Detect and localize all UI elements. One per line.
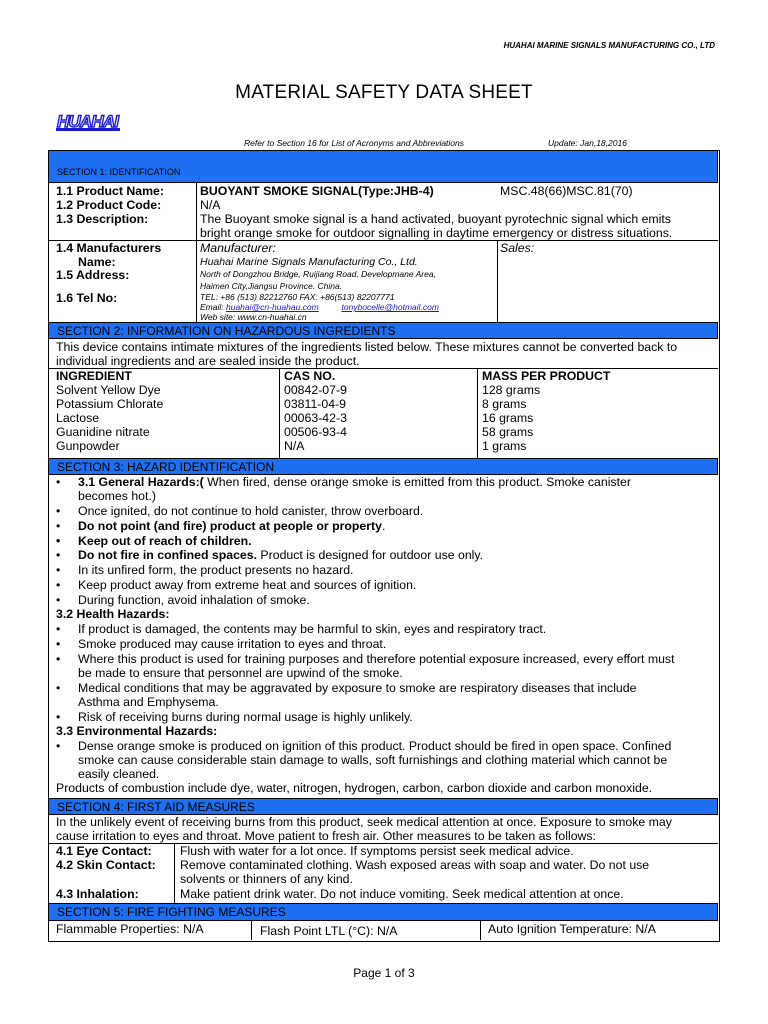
cas-cell: N/A [284,439,305,453]
inhalation-label: 4.3 Inhalation: [56,887,139,901]
general-hazards-heading: 3.1 General Hazards:( [78,475,204,489]
flash-point: Flash Point LTL (°C): N/A [260,924,398,938]
address-label: 1.5 Address: [56,268,130,282]
mass-cell: 8 grams [482,397,527,411]
description-label: 1.3 Description: [56,212,149,226]
mass-cell: 58 grams [482,425,534,439]
health-bullet-cont: be made to ensure that personnel are upwind of the smoke. [78,666,403,680]
email-label: Email: [200,302,224,312]
divider [196,183,197,240]
email-line [200,302,439,312]
ingredient-cell: Solvent Yellow Dye [56,383,161,397]
hazard-bullet [78,519,385,533]
hazard-bold-text: Do not point (and fire) product at people or property [78,519,382,533]
auto-ignition: Auto Ignition Temperature: N/A [488,922,656,936]
health-bullet: • Risk of receiving burns during normal usage is highly unlikely. [78,710,413,724]
hazard-bullet: • Once ignited, do not continue to hold canister, throw overboard. [78,504,423,518]
combustion-products: Products of combustion include dye, water, nitrogen, hydrogen, carbon, carbon dioxide and carbon monoxide. [56,781,653,795]
general-hazards-cont: becomes hot.) [78,489,156,503]
company-header: HUAHAI MARINE SIGNALS MANUFACTURING CO., LTD [503,41,715,50]
cas-cell: 00842-07-9 [284,383,347,397]
environmental-hazards-heading: 3.3 Environmental Hazards: [56,724,218,738]
divider [48,368,718,369]
document-title: MATERIAL SAFETY DATA SHEET [235,82,533,103]
ingredient-cell: Potassium Chlorate [56,397,164,411]
manufacturer-name: Huahai Marine Signals Manufacturing Co., Ltd. [200,256,418,268]
first-aid-intro-1: In the unlikely event of receiving burns from this product, seek medical attention at once. Exposure to smoke may [56,815,672,829]
divider [279,368,280,458]
col-mass: MASS PER PRODUCT [482,369,611,383]
ingredients-intro-1: This device contains intimate mixtures of the ingredients listed below. These mixtures cannot be converted back to [56,340,678,354]
cas-cell: 00063-42-3 [284,411,347,425]
mass-cell: 1 grams [482,439,527,453]
skin-contact-value-2: solvents or thinners of any kind. [180,872,353,886]
manufacturers-label-name: Name: [78,255,116,269]
address-line-1: North of Dongzhou Bridge, Ruijiang Road, Developmane Area, [200,269,436,279]
website: Web site: www.cn-huahai.cn [200,312,307,322]
tel-label: 1.6 Tel No: [56,291,118,305]
divider [196,240,197,322]
email-link-2[interactable]: tonybocelle@hotmail.com [341,302,439,312]
description-line-1: The Buoyant smoke signal is a hand activated, buoyant pyrotechnic signal which emits [200,212,671,226]
health-bullet: • Where this product is used for training purposes and therefore potential exposure increased, every effort must [78,652,675,666]
skin-contact-value-1: Remove contaminated clothing. Wash exposed areas with soap and water. Do not use [180,858,650,872]
hazard-bullet [78,475,631,489]
page-number: Page 1 of 3 [353,966,415,980]
ingredients-intro-2: individual ingredients and are sealed inside the product. [56,354,360,368]
divider [497,240,498,322]
ingredient-cell: Guanidine nitrate [56,425,150,439]
acronym-reference: Refer to Section 16 for List of Acronyms and Abbreviations [244,138,465,148]
product-code-value: N/A [200,198,221,212]
hazard-bullet: • Keep product away from extreme heat and sources of ignition. [78,578,416,592]
cas-cell: 00506-93-4 [284,425,347,439]
divider [480,921,481,940]
cas-cell: 03811-04-9 [284,397,346,411]
svg-text:HUAHAI: HUAHAI [57,112,119,131]
environmental-bullet-cont: smoke can cause considerable stain damage to walls, soft furnishings and clothing material which cannot be [78,753,668,767]
description-line-2: bright orange smoke for outdoor signalling in daytime emergency or distress situations. [200,226,673,240]
section-3-header: SECTION 3: HAZARD IDENTIFICATION [48,458,718,475]
environmental-bullet: • Dense orange smoke is produced on ignition of this product. Product should be fired in open space. Confined [78,739,671,753]
hazard-bullet: • During function, avoid inhalation of smoke. [78,593,310,607]
skin-contact-label: 4.2 Skin Contact: [56,858,156,872]
inhalation-value: Make patient drink water. Do not induce vomiting. Seek medical attention at once. [180,887,624,901]
general-hazards-text: When fired, dense orange smoke is emitted from this product. Smoke canister [203,475,631,489]
product-name-value: BUOYANT SMOKE SIGNAL(Type:JHB-4) [200,184,434,198]
section-5-header: SECTION 5: FIRE FIGHTING MEASURES [48,903,718,921]
hazard-text-end: . [382,519,386,533]
hazard-bullet [78,548,483,562]
col-cas: CAS NO. [284,369,336,383]
mass-cell: 16 grams [482,411,534,425]
tel-fax: TEL: +86 (513) 82212760 FAX: +86(513) 82207771 [200,292,395,302]
msc-reference: MSC.48(66)MSC.81(70) [500,184,633,198]
health-bullet: • Medical conditions that may be aggravated by exposure to smoke are respiratory diseases that include [78,681,636,695]
product-code-label: 1.2 Product Code: [56,198,162,212]
email-link-1[interactable]: huahai@cn-huahau.com [226,302,319,312]
section-2-header: SECTION 2: INFORMATION ON HAZARDOUS INGREDIENTS [48,322,718,339]
hazard-bullet: • Keep out of reach of children. [78,534,252,548]
col-ingredient: INGREDIENT [56,369,132,383]
company-logo [56,108,120,138]
update-date: Update: Jan,18,2016 [548,138,627,148]
product-name-label: 1.1 Product Name: [56,184,164,198]
address-line-2: Haimen City,Jiangsu Province. China. [200,281,343,291]
eye-contact-value: Flush with water for a lot once. If symptoms persist seek medical advice. [180,844,574,858]
health-hazards-heading: 3.2 Health Hazards: [56,607,170,621]
ingredient-cell: Gunpowder [56,439,120,453]
section-1-header: SECTION 1: IDENTIFICATION [48,150,718,183]
manufacturer-heading: Manufacturer: [200,241,276,255]
ingredient-cell: Lactose [56,411,100,425]
manufacturers-label: 1.4 Manufacturers [56,241,162,255]
environmental-bullet-cont: easily cleaned. [78,767,160,781]
health-bullet: • Smoke produced may cause irritation to eyes and throat. [78,637,386,651]
mass-cell: 128 grams [482,383,541,397]
first-aid-intro-2: cause irritation to eyes and throat. Move patient to fresh air. Other measures to be taken as follows: [56,829,596,843]
health-bullet: • If product is damaged, the contents may be harmful to skin, eyes and respiratory tract. [78,622,546,636]
health-bullet-cont: Asthma and Emphysema. [78,695,219,709]
divider [477,368,478,458]
flammable-properties: Flammable Properties: N/A [56,922,204,936]
hazard-bold-text: Do not fire in confined spaces. [78,548,258,562]
divider [251,921,252,940]
hazard-bullet: • In its unfired form, the product presents no hazard. [78,563,353,577]
sales-heading: Sales: [500,241,535,255]
hazard-text: Product is designed for outdoor use only. [257,548,484,562]
section-4-header: SECTION 4: FIRST AID MEASURES [48,798,718,815]
eye-contact-label: 4.1 Eye Contact: [56,844,152,858]
divider [174,843,175,903]
